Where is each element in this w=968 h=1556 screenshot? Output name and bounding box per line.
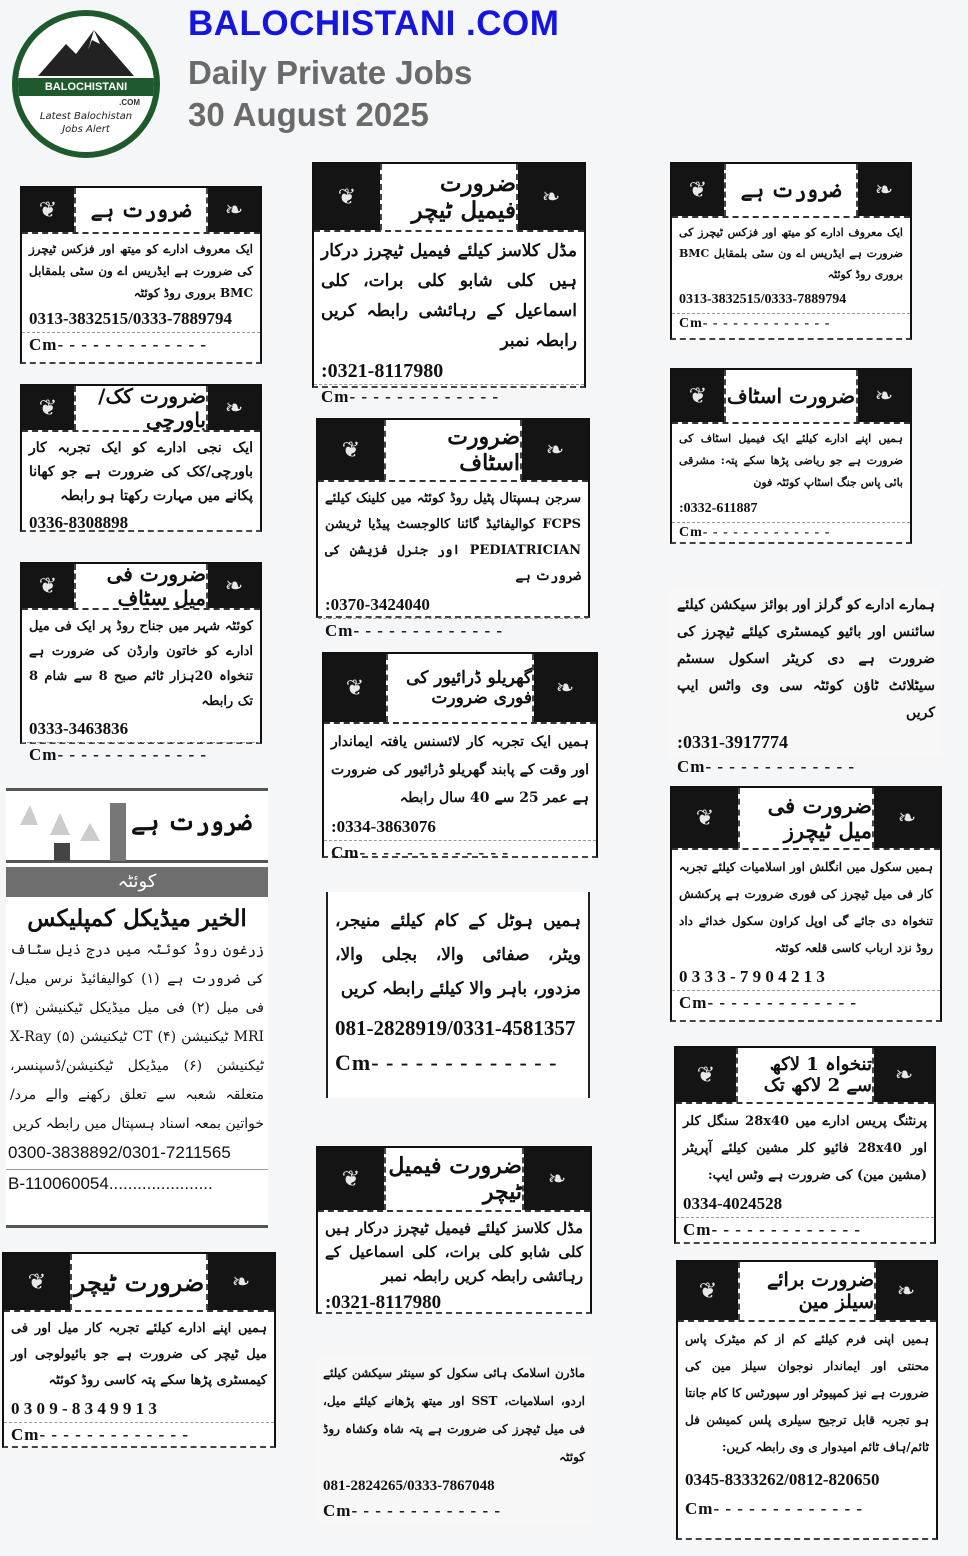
ad-cm: Cm- - - - - - - - - - - - - — [22, 332, 260, 359]
ornament-icon: ❦ — [22, 386, 74, 430]
hands-illustration — [6, 791, 268, 863]
ad-phone[interactable]: 081-2828919/0331-4581357 — [335, 1016, 576, 1040]
ornament-icon: ❦ — [324, 654, 386, 722]
ornament-icon: ❦ — [672, 370, 724, 422]
ad-phone[interactable]: 0313-3832515/0333-7889794 — [679, 292, 847, 307]
job-ad — [316, 1146, 592, 1314]
ornament-icon: ❦ — [314, 164, 380, 230]
job-ad — [670, 368, 912, 544]
ornament-icon: ❧ — [518, 164, 584, 230]
ad-body: مڈل کلاسز کیلئے فیمیل ٹیچرز درکار ہیں کلی شابو کلی برات، کلی اسماعیل کے رہائشی رابطہ کریں رابطہ نمبر — [325, 1219, 583, 1285]
ad-body: ہمیں ہوٹل کے کام کیلئے منیجر، ویٹر، صفائی والا، بجلی والا، مزدور، باہر والا کیلئے رابطہ کریں — [335, 911, 581, 999]
ad-body: ہمیں اپنے ادارے کیلئے ایک فیمیل اسٹاف کی ضرورت ہے جو ریاضی پڑھا سکے پتہ: مشرقی بائی پاس جنگ اسٹاپ کوئٹہ فون — [679, 432, 903, 489]
ornament-icon: ❧ — [208, 188, 260, 232]
ad-cm: Cm- - - - - - - - - - - - - — [323, 1501, 502, 1520]
ad-title: ضرورت فی میل سٹاف — [74, 564, 208, 608]
job-ad — [676, 1260, 938, 1540]
ornament-icon: ❧ — [876, 1262, 936, 1320]
logo-name: BALOCHISTANI — [18, 78, 154, 96]
ad-phone[interactable]: :0370-3424040 — [325, 595, 430, 614]
job-ad — [2, 1252, 276, 1448]
job-ad — [20, 384, 262, 532]
ad-cm: Cm- - - - - - - - - - - - - — [672, 313, 910, 336]
job-ad — [312, 162, 586, 406]
ornament-icon: ❧ — [208, 564, 260, 608]
medical-phone[interactable]: 0300-3838892/0301-7211565 — [6, 1139, 268, 1170]
ad-body: پرنٹنگ پریس ادارے میں 28x40 سنگل کلر اور 28x40 فائیو کلر مشین کیلئے آپریٹر (مشین مین) کی ضرورت ہے وٹس ایپ: — [683, 1114, 927, 1183]
ad-phone[interactable]: 0313-3832515/0333-7889794 — [29, 309, 233, 328]
ornament-icon: ❦ — [22, 564, 74, 608]
logo-tagline-1: Latest Balochistan — [39, 111, 133, 122]
ad-body: مڈل کلاسز کیلئے فیمیل ٹیچرز درکار ہیں کلی شابو کلی برات، کلی اسماعیل کے رہائشی رابطہ کریں رابطہ نمبر — [321, 241, 577, 351]
raised-hands-icon — [10, 795, 150, 861]
ad-title: گھریلو ڈرائیور کی فوری ضرورت — [386, 654, 534, 722]
ad-cm: Cm- - - - - - - - - - - - - — [335, 1050, 558, 1075]
job-ad — [670, 786, 942, 1022]
ornament-icon: ❧ — [208, 386, 260, 430]
ornament-icon: ❦ — [318, 1148, 384, 1210]
ad-cm: Cm- - - - - - - - - - - - - — [677, 757, 856, 776]
job-ad — [20, 186, 262, 364]
ornament-icon: ❦ — [678, 1262, 738, 1320]
medical-ad — [6, 788, 268, 1228]
ad-body: ہمارے ادارے کو گرلز اور بوائز سیکشن کیلئے سائنس اور بائیو کیمسٹری کیلئے ٹیچرز کی ضرورت ہے دی کریٹر اسکول سسٹم سیٹلائٹ ٹاؤن کوئٹہ سی وی واٹس ایپ کریں — [677, 597, 935, 721]
ad-phone[interactable]: 0333-3463836 — [29, 719, 129, 738]
medical-body: زرغون روڈ کوئٹہ میں درج ذیل سٹاف کی ضرورت ہے (۱) کوالیفائیڈ نرس میل/فی میل (۲) فی میل میڈیکل ٹیکنیشن (۳) MRI ٹیکنیشن (۴) CT ٹیکنیشن (۵) X-Ray ٹیکنیشن (۶) میڈیکل ٹیکنیشن/ڈسپنسر، متعلقہ شعبہ سے تعلق رکھنے والے مرد/خواتین بمعہ اسناد ہسپتال میں رابطہ کریں — [10, 942, 265, 1132]
ad-title: ضرورت ٹیچر — [70, 1254, 208, 1310]
ad-body: ہمیں ایک تجربہ کار لائسنس یافتہ ایماندار اور وقت کے پابند گھریلو ڈرائیور کی ضرورت ہے عمر 25 سے 40 سال رابطہ — [331, 734, 589, 806]
ad-body: ایک نجی ادارے کو ایک تجربہ کار باورچی/کک کی ضرورت ہے جو کھانا پکانے میں مہارت رکھتا ہو رابطہ — [29, 440, 253, 504]
ad-cm: Cm- - - - - - - - - - - - - — [4, 1422, 274, 1449]
ad-phone[interactable]: :0334-3863076 — [331, 817, 436, 836]
ad-cm: Cm- - - - - - - - - - - - - — [318, 618, 588, 645]
ad-body: ماڈرن اسلامک ہائی سکول کو سینئر سیکشن کیلئے اردو، اسلامیات، SST اور میتھ پڑھانے کیلئے میل، فی میل ٹیچرز کی ضرورت ہے پتہ شاہ وکشاہ روڈ کوئٹہ — [323, 1366, 585, 1464]
ad-phone[interactable]: 0334-4024528 — [683, 1194, 783, 1213]
ornament-icon: ❧ — [858, 164, 910, 216]
ad-cm: Cm- - - - - - - - - - - - - — [676, 1217, 934, 1244]
ornament-icon: ❦ — [4, 1254, 70, 1310]
medical-org: الخیر میڈیکل کمپلیکس — [27, 905, 247, 932]
ad-phone[interactable]: :0332-611887 — [679, 501, 758, 516]
job-ad — [316, 418, 590, 640]
ornament-icon: ❧ — [874, 788, 940, 848]
ad-body: ایک معروف ادارے کو میتھ اور فزکس ٹیچرز کی ضرورت ہے ایڈریس اے ون سٹی بلمقابل BMC بروری روڈ کوئٹہ — [679, 226, 903, 281]
medical-heading: ضرورت ہے — [131, 807, 252, 836]
ad-body: کوئٹہ شہر میں جناح روڈ پر ایک فی میل ادارے کو خاتون وارڈن کی ضرورت ہے تنخواہ 20ہزار ٹائم صبح 8 سے شام 8 تک رابطہ — [29, 619, 254, 709]
ad-phone[interactable]: 081-2824265/0333-7867048 — [323, 1478, 495, 1494]
ad-title: تنخواہ 1 لاکھ سے 2 لاکھ تک — [736, 1048, 874, 1102]
ornament-icon: ❦ — [318, 420, 384, 480]
ornament-icon: ❦ — [672, 164, 724, 216]
logo-tagline-2: Jobs Alert — [62, 124, 110, 135]
medical-ref: B-110060054...................... — [8, 1174, 213, 1193]
ad-title: ضرورت اسٹاف — [724, 370, 858, 422]
job-ad — [322, 652, 598, 862]
ad-body: ایک معروف ادارے کو میتھ اور فزکس ٹیچرز کی ضرورت ہے ایڈریس اے ون سٹی بلمقابل BMC بروری روڈ کوئٹہ — [29, 242, 253, 300]
ad-title: ضرورت فیمیل ٹیچر — [384, 1148, 524, 1210]
ad-phone[interactable]: 0345-8333262/0812-820650 — [685, 1470, 880, 1489]
ad-title: ضرورت ہے — [724, 164, 858, 216]
ornament-icon: ❦ — [676, 1048, 736, 1102]
ad-phone[interactable]: 0336-8308898 — [29, 513, 129, 532]
ad-title: ضرورت ہے — [74, 188, 208, 232]
ad-phone[interactable]: :0321-8117980 — [325, 1292, 442, 1313]
ad-body: ہمیں سکول میں انگلش اور اسلامیات کیلئے تجربہ کار فی میل ٹیچرز کی فوری ضرورت ہے پرکشش تنخواہ دی جائے گی اوپل کراون سکول خدائے داد روڈ نزد ارباب کاسی قلعہ کوئٹہ — [679, 860, 933, 955]
ad-cm: Cm- - - - - - - - - - - - - — [22, 742, 260, 769]
job-ad — [674, 1046, 936, 1244]
medical-city: کوئٹہ — [6, 867, 268, 897]
ad-title: ضرورت اسٹاف — [384, 420, 522, 480]
page-date: 30 August 2025 — [188, 96, 429, 133]
job-ad — [326, 892, 590, 1098]
logo-tagline — [18, 110, 154, 136]
ornament-icon: ❦ — [672, 788, 738, 848]
ad-cm: Cm- - - - - - - - - - - - - — [314, 384, 584, 411]
ad-phone[interactable]: 0 3 3 3 - 7 9 0 4 2 1 3 — [679, 967, 825, 986]
ad-cm: Cm- - - - - - - - - - - - - — [672, 990, 940, 1017]
ad-phone[interactable]: :0331-3917774 — [677, 732, 788, 752]
ad-body: ہمیں اپنے ادارے کیلئے تجربہ کار میل اور فی میل ٹیچر کی ضرورت ہے جو بائیولوجی اور کیمسٹری پڑھا سکے پتہ کاسی روڈ کوئٹہ — [11, 1321, 267, 1388]
ornament-icon: ❦ — [22, 188, 74, 232]
ad-body: ہمیں اپنی فرم کیلئے کم از کم میٹرک پاس محنتی اور ایماندار نوجوان سیلز مین کی ضرورت ہے نیز کمپیوٹر اور سپورٹس کا کام جانتا ہو تجربہ قابل ترجیح سیلری پلس کمیشن فل ٹائم/ہاف ٹائم امیدوار ی وی رابطہ کریں: — [685, 1332, 929, 1454]
ad-title: ضرورت برائے سیلز مین — [738, 1262, 876, 1320]
ornament-icon: ❧ — [208, 1254, 274, 1310]
ornament-icon: ❧ — [858, 370, 910, 422]
page-subtitle: Daily Private Jobs — [188, 54, 473, 91]
job-ad — [670, 588, 942, 776]
ornament-icon: ❧ — [874, 1048, 934, 1102]
ad-title: ضرورت کک/باورچی — [74, 386, 208, 430]
ad-phone[interactable]: :0321-8117980 — [321, 360, 444, 382]
site-logo — [12, 10, 160, 158]
ad-title: ضرورت فی میل ٹیچرز — [738, 788, 874, 848]
site-title[interactable]: BALOCHISTANI .COM — [188, 4, 560, 43]
ad-title: ضرورت فیمیل ٹیچر — [380, 164, 518, 230]
ad-body: سرجن ہسپتال پٹیل روڈ کوئٹہ میں کلینک کیلئے FCPS کوالیفائیڈ گائنا کالوجسٹ پیڈیا ٹریشن PEDIATRICIAN اور جنرل فزیشن کی ضرورت ہے — [325, 491, 581, 584]
ornament-icon: ❧ — [522, 420, 588, 480]
job-ad — [316, 1355, 592, 1525]
ornament-icon: ❧ — [534, 654, 596, 722]
mountain-icon — [38, 30, 134, 76]
job-ad — [20, 562, 262, 764]
ornament-icon: ❧ — [524, 1148, 590, 1210]
job-ad — [670, 162, 912, 340]
ad-cm: Cm- - - - - - - - - - - - - — [324, 840, 596, 867]
logo-domain: .COM — [119, 98, 140, 107]
ad-cm: Cm- - - - - - - - - - - - - — [685, 1499, 864, 1518]
ad-phone[interactable]: 0 3 0 9 - 8 3 4 9 9 1 3 — [11, 1399, 157, 1418]
ad-cm: Cm- - - - - - - - - - - - - — [672, 522, 910, 545]
